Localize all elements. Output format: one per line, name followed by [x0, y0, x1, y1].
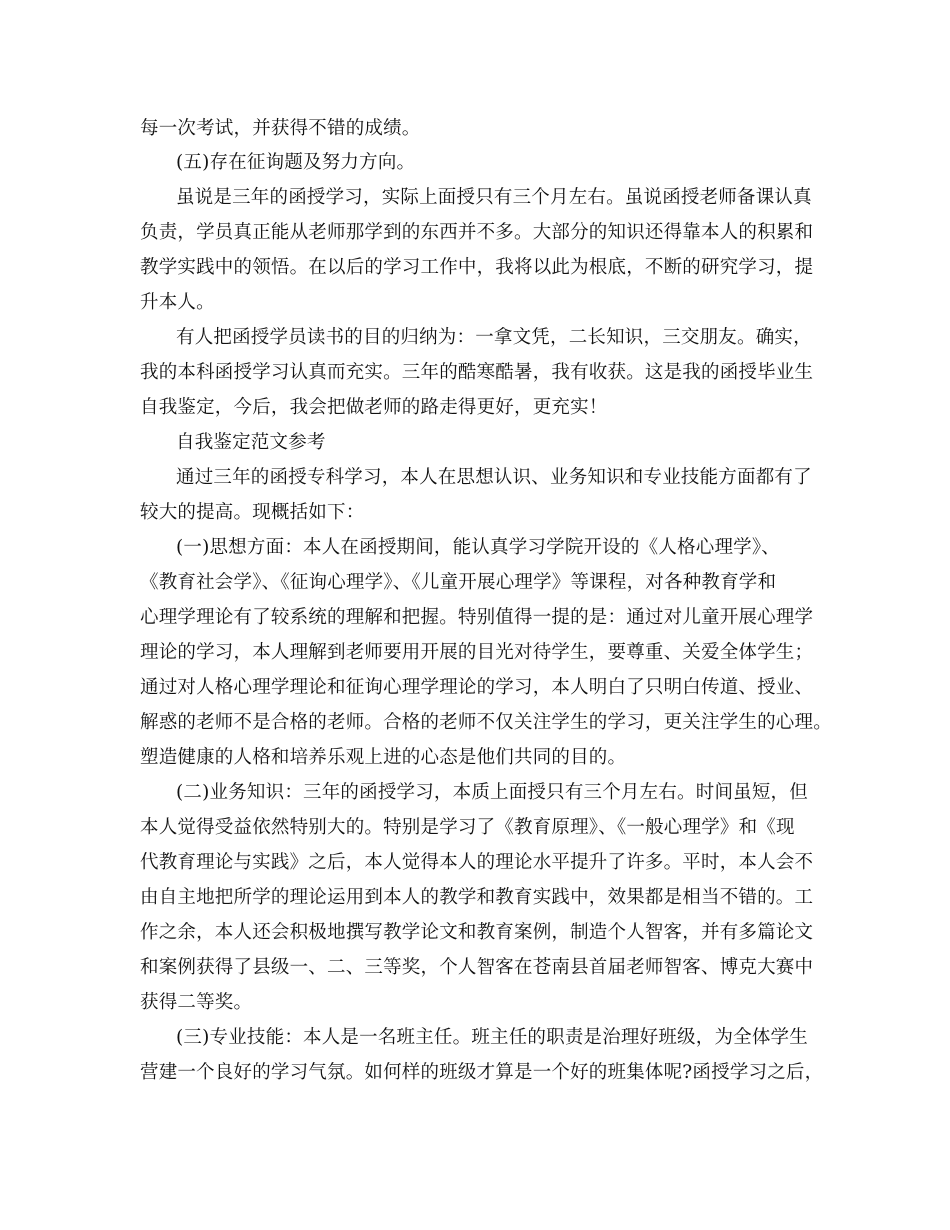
paragraph-line: 理论的学习，本人理解到老师要用开展的目光对待学生，要尊重、关爱全体学生；	[140, 642, 814, 663]
paragraph-line: 由自主地把所学的理论运用到本人的教学和教育实践中，效果都是相当不错的。工	[140, 887, 814, 908]
paragraph-line: 获得二等奖。	[140, 992, 253, 1013]
paragraph-line: 我的本科函授学习认真而充实。三年的酷寒酷暑，我有收获。这是我的函授毕业生	[140, 362, 814, 383]
paragraph-line: 虽说是三年的函授学习，实际上面授只有三个月左右。虽说函授老师备课认真	[176, 187, 812, 208]
paragraph-line: 塑造健康的人格和培养乐观上进的心态是他们共同的目的。	[140, 747, 627, 768]
paragraph-line: 《教育社会学》、《征询心理学》、《儿童开展心理学》等课程，对各种教育学和	[140, 572, 777, 593]
paragraph-line: 和案例获得了县级一、二、三等奖，个人智客在苍南县首届老师智客、博克大赛中	[140, 957, 814, 978]
paragraph-line: (二)业务知识：三年的函授学习，本质上面授只有三个月左右。时间虽短，但	[176, 782, 808, 803]
paragraph-line: 自我鉴定，今后，我会把做老师的路走得更好，更充实！	[140, 397, 608, 418]
paragraph-line: 营建一个良好的学习气氛。如何样的班级才算是一个好的班集体呢?函授学习之后，	[140, 1062, 824, 1083]
text-line: 每一次考试，并获得不错的成绩。	[140, 118, 421, 139]
paragraph-line: (一)思想方面：本人在函授期间，能认真学习学院开设的《人格心理学》、	[176, 537, 780, 558]
paragraph-line: 负责，学员真正能从老师那学到的东西并不多。大部分的知识还得靠本人的积累和	[140, 222, 814, 243]
paragraph-line: 升本人。	[140, 292, 215, 313]
paragraph-line: 本人觉得受益依然特别大的。特别是学习了《教育原理》、《一般心理学》和《现	[140, 817, 795, 838]
paragraph-line: 较大的提高。现概括如下：	[140, 502, 365, 523]
paragraph-line: 解惑的老师不是合格的老师。合格的老师不仅关注学生的学习，更关注学生的心理。	[140, 712, 832, 733]
section-title: 自我鉴定范文参考	[176, 432, 326, 453]
paragraph-line: (三)专业技能：本人是一名班主任。班主任的职责是治理好班级，为全体学生	[176, 1027, 808, 1048]
paragraph-line: 通过三年的函授专科学习，本人在思想认识、业务知识和专业技能方面都有了	[176, 467, 812, 488]
section-heading: (五)存在征询题及努力方向。	[176, 152, 416, 173]
paragraph-line: 有人把函授学员读书的目的归纳为：一拿文凭，二长知识，三交朋友。确实，	[176, 327, 812, 348]
paragraph-line: 作之余，本人还会积极地撰写教学论文和教育案例，制造个人智客，并有多篇论文	[140, 922, 814, 943]
paragraph-line: 代教育理论与实践》之后，本人觉得本人的理论水平提升了许多。平时，本人会不	[140, 852, 814, 873]
paragraph-line: 心理学理论有了较系统的理解和把握。特别值得一提的是：通过对儿童开展心理学	[140, 607, 814, 628]
paragraph-line: 教学实践中的领悟。在以后的学习工作中，我将以此为根底，不断的研究学习，提	[140, 257, 814, 278]
paragraph-line: 通过对人格心理学理论和征询心理学理论的学习，本人明白了只明白传道、授业、	[140, 677, 814, 698]
